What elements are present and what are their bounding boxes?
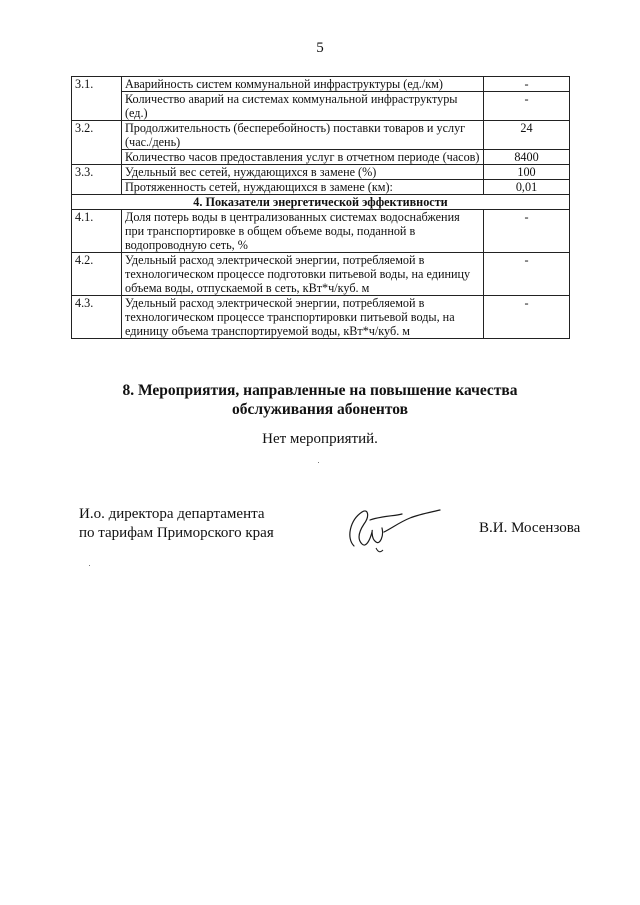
table-row: [72, 296, 570, 339]
table-row: [72, 77, 570, 92]
section-title: 4. Показатели энергетической эффективности: [72, 195, 570, 210]
indicator-value: 8400: [484, 150, 570, 165]
row-number: [72, 180, 122, 195]
handwritten-signature: [340, 498, 450, 558]
row-number: 3.2.: [72, 121, 122, 150]
signer-title-line2: по тарифам Приморского края: [79, 525, 274, 541]
indicator-description: Удельный расход электрической энергии, потребляемой в технологическом процессе транспортировки питьевой воды, на единицу объема транспортируемой воды, кВт*ч/куб. м: [122, 296, 484, 339]
indicator-description: Количество аварий на системах коммунальной инфраструктуры (ед.): [122, 92, 484, 121]
scan-speck: [318, 462, 319, 463]
table-row: [72, 165, 570, 180]
table-row: [72, 180, 570, 195]
indicator-description: Доля потерь воды в централизованных системах водоснабжения при транспортировке в общем объеме воды, поданной в водопроводную сеть, %: [122, 210, 484, 253]
section-8-heading-line2: обслуживания абонентов: [232, 401, 408, 418]
indicator-value: -: [484, 253, 570, 296]
indicator-value: -: [484, 77, 570, 92]
indicator-description: Количество часов предоставления услуг в отчетном периоде (часов): [122, 150, 484, 165]
table-section-row: [72, 195, 570, 210]
indicator-value: 24: [484, 121, 570, 150]
section-8-heading: [0, 381, 640, 419]
indicator-value: 0,01: [484, 180, 570, 195]
indicators-table: [71, 76, 570, 339]
table-row: [72, 210, 570, 253]
indicator-value: -: [484, 296, 570, 339]
indicator-value: -: [484, 92, 570, 121]
row-number: 4.2.: [72, 253, 122, 296]
signer-title: [79, 505, 274, 543]
table-row: [72, 253, 570, 296]
page-number: 5: [316, 40, 324, 56]
signer-name: В.И. Мосензова: [479, 520, 581, 536]
row-number: [72, 150, 122, 165]
table-row: [72, 92, 570, 121]
row-number: 3.3.: [72, 165, 122, 180]
section-8-body: Нет мероприятий.: [262, 431, 378, 447]
indicator-value: 100: [484, 165, 570, 180]
scan-speck: [89, 565, 90, 566]
indicator-description: Протяженность сетей, нуждающихся в замене (км):: [122, 180, 484, 195]
table-row: [72, 150, 570, 165]
indicator-value: -: [484, 210, 570, 253]
table-row: [72, 121, 570, 150]
row-number: [72, 92, 122, 121]
indicator-description: Продолжительность (бесперебойность) поставки товаров и услуг (час./день): [122, 121, 484, 150]
indicator-description: Удельный вес сетей, нуждающихся в замене (%): [122, 165, 484, 180]
row-number: 4.3.: [72, 296, 122, 339]
row-number: 4.1.: [72, 210, 122, 253]
indicator-description: Удельный расход электрической энергии, потребляемой в технологическом процессе подготовки питьевой воды, на единицу объема воды, отпускаемой в сеть, кВт*ч/куб. м: [122, 253, 484, 296]
section-8-heading-line1: 8. Мероприятия, направленные на повышение качества: [122, 382, 518, 399]
row-number: 3.1.: [72, 77, 122, 92]
indicator-description: Аварийность систем коммунальной инфраструктуры (ед./км): [122, 77, 484, 92]
signer-title-line1: И.о. директора департамента: [79, 506, 265, 522]
